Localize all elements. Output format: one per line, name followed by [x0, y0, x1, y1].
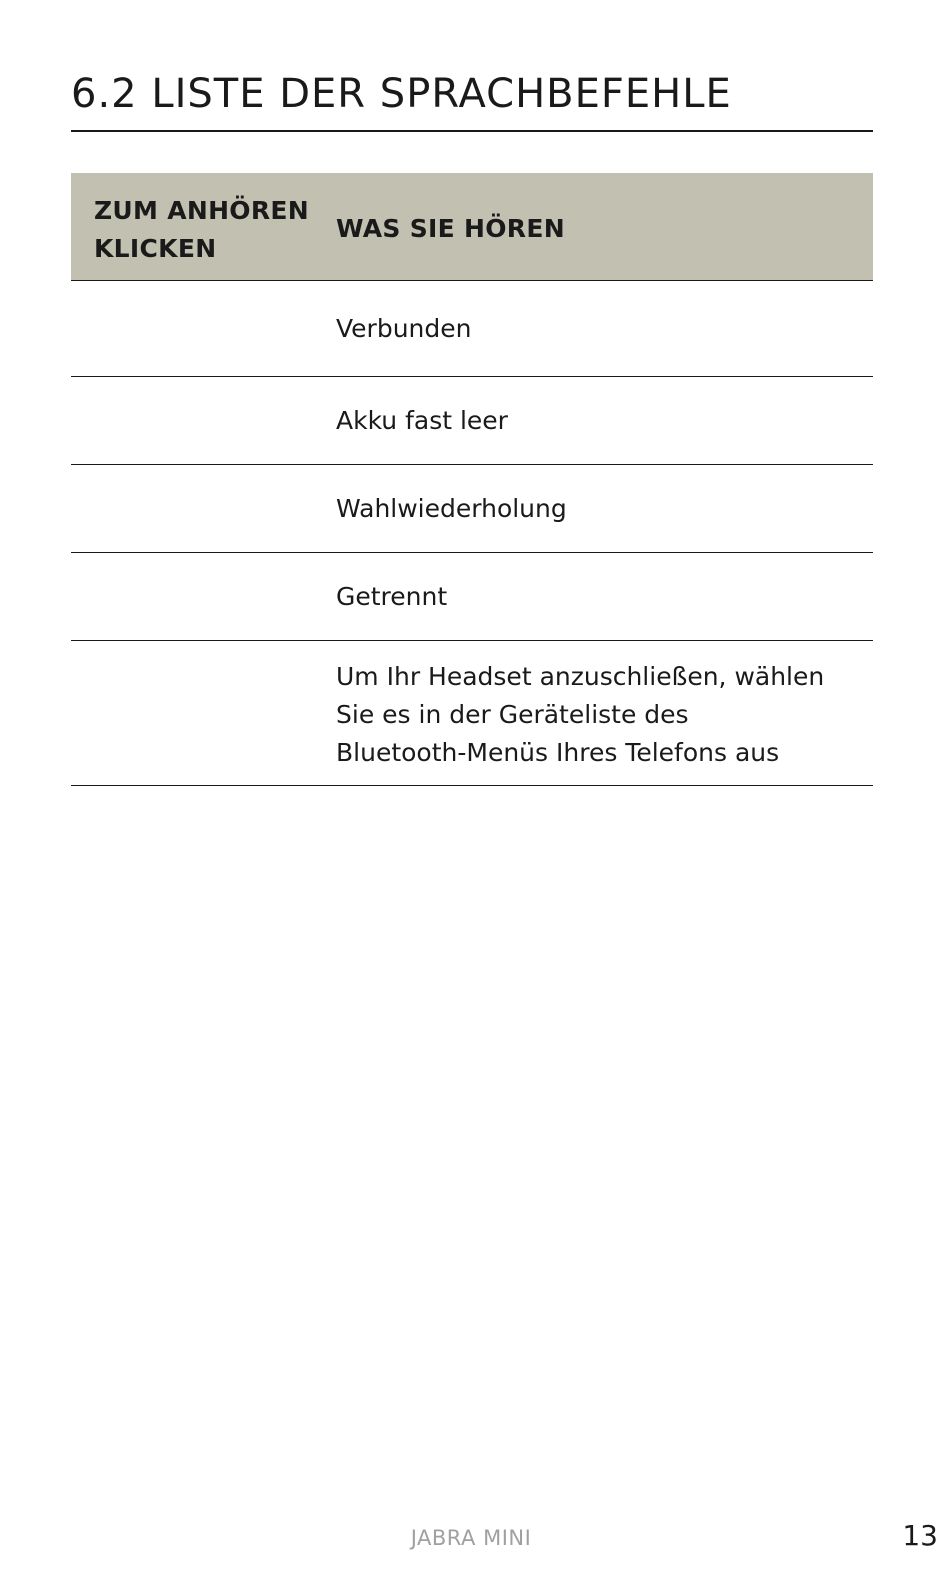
table-row [71, 553, 873, 641]
table-row [71, 281, 873, 377]
table-header [71, 173, 873, 281]
row-hear-text: Akku fast leer [336, 406, 508, 435]
play-audio-cell[interactable] [71, 281, 311, 376]
play-audio-cell[interactable] [71, 641, 311, 785]
table-row [71, 641, 873, 786]
header-what-you-hear: WAS SIE HÖREN [336, 214, 565, 243]
row-hear-text: Getrennt [336, 582, 448, 611]
header-click-to-listen: ZUM ANHÖREN KLICKEN [94, 196, 310, 263]
table-row [71, 377, 873, 465]
play-audio-cell[interactable] [71, 377, 311, 464]
play-audio-cell[interactable] [71, 465, 311, 552]
row-hear-text: Um Ihr Headset anzuschließen, wählen Sie es in der Geräteliste des Bluetooth-Menüs Ihres Telefons aus [336, 662, 825, 767]
play-audio-cell[interactable] [71, 553, 311, 640]
title-divider [71, 130, 873, 132]
page-title: 6.2 LISTE DER SPRACHBEFEHLE [71, 71, 732, 117]
row-hear-text: Verbunden [336, 314, 472, 343]
footer-brand: JABRA MINI [410, 1526, 532, 1550]
table-row [71, 465, 873, 553]
row-hear-text: Wahlwiederholung [336, 494, 567, 523]
voice-commands-table [71, 173, 873, 786]
page-number: 13 [902, 1519, 938, 1552]
